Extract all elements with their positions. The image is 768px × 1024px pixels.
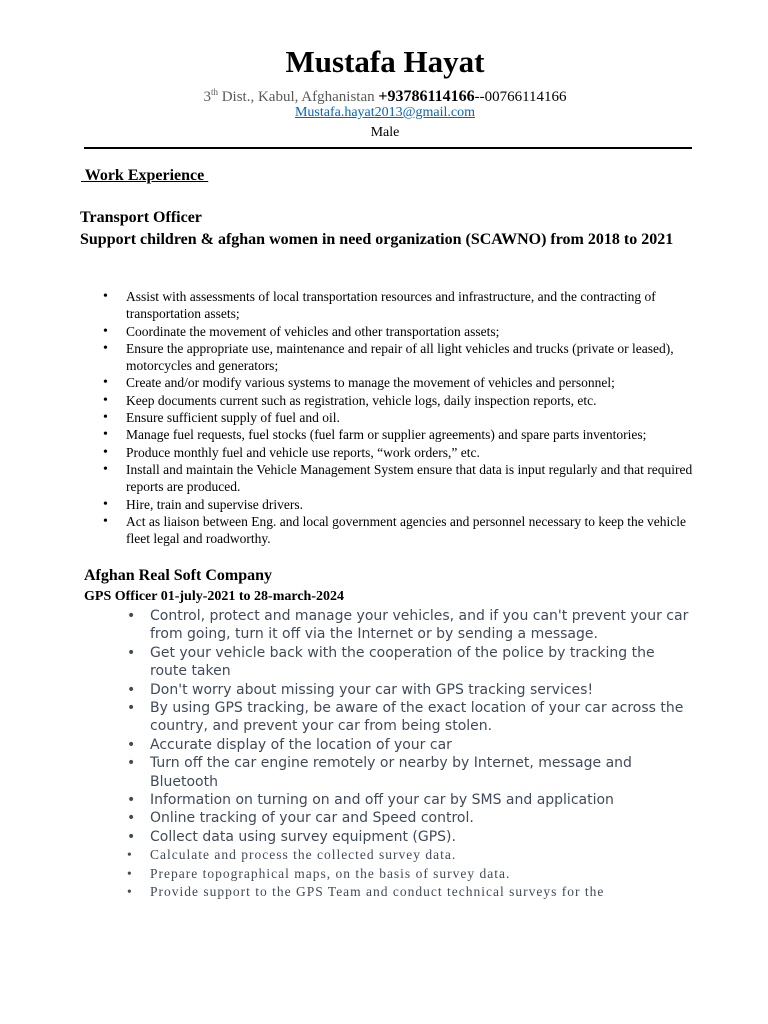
list-item: • Coordinate the movement of vehicles and other transportation assets; — [126, 323, 698, 340]
list-item: • Hire, train and supervise drivers. — [126, 496, 698, 513]
gender: Male — [370, 125, 400, 140]
list-item: • Ensure sufficient supply of fuel and oil. — [126, 409, 698, 426]
list-item: • By using GPS tracking, be aware of the exact location of your car across the country, and prevent your car from being stolen. — [150, 699, 695, 736]
list-item: • Create and/or modify various systems to manage the movement of vehicles and personnel; — [126, 374, 698, 391]
header-divider — [84, 147, 692, 149]
list-item: • Provide support to the GPS Team and conduct technical surveys for the — [150, 883, 695, 901]
list-item: • Accurate display of the location of your car — [150, 736, 695, 754]
job1-organization: Support children & afghan women in need organization (SCAWNO) from 2018 to 2021 — [80, 231, 674, 248]
list-item: • Manage fuel requests, fuel stocks (fuel farm or supplier agreements) and spare parts inventories; — [126, 426, 698, 443]
job2-company: Afghan Real Soft Company — [84, 567, 273, 584]
list-item: • Prepare topographical maps, on the basis of survey data. — [150, 865, 695, 883]
list-item: • Don't worry about missing your car with GPS tracking services! — [150, 681, 695, 699]
email-link[interactable]: Mustafa.hayat2013@gmail.com — [294, 105, 476, 120]
candidate-name: Mustafa Hayat — [285, 44, 485, 79]
list-item: • Act as liaison between Eng. and local government agencies and personnel necessary to keep the vehicle fleet legal and roadworthy. — [126, 513, 698, 548]
list-item: • Ensure the appropriate use, maintenance and repair of all light vehicles and trucks (private or leased), motorcycles and generators; — [126, 340, 698, 375]
email-line — [0, 104, 768, 122]
job1-duties-list — [126, 288, 698, 547]
list-item: • Turn off the car engine remotely or nearby by Internet, message and Bluetooth — [150, 754, 695, 791]
phone-secondary: --00766114166 — [474, 89, 567, 105]
list-item: • Keep documents current such as registration, vehicle logs, daily inspection reports, etc. — [126, 392, 698, 409]
work-experience-heading: Work Experience — [81, 167, 209, 184]
phone-primary: +93786114166 — [378, 88, 475, 105]
job2-duties-list — [150, 607, 695, 902]
job1-title: Transport Officer — [80, 209, 202, 226]
address-prefix: 3 — [203, 89, 211, 105]
list-item: • Information on turning on and off your car by SMS and application — [150, 791, 695, 809]
address-text: Dist., Kabul, Afghanistan — [217, 89, 379, 105]
job2-position: GPS Officer 01-july-2021 to 28-march-2024 — [84, 589, 344, 604]
list-item: • Control, protect and manage your vehicles, and if you can't prevent your car from going, turn it off via the Internet or by sending a message. — [150, 607, 695, 644]
list-item: • Calculate and process the collected survey data. — [150, 846, 695, 864]
list-item: • Online tracking of your car and Speed control. — [150, 809, 695, 827]
address-superscript: th — [210, 87, 218, 97]
list-item: • Collect data using survey equipment (GPS). — [150, 828, 695, 846]
list-item: • Assist with assessments of local transportation resources and infrastructure, and the contracting of transportation assets; — [126, 288, 698, 323]
list-item: • Install and maintain the Vehicle Management System ensure that data is input regularly and that required reports are produced. — [126, 461, 698, 496]
list-item: • Produce monthly fuel and vehicle use reports, “work orders,” etc. — [126, 444, 698, 461]
list-item: • Get your vehicle back with the cooperation of the police by tracking the route taken — [150, 644, 695, 681]
